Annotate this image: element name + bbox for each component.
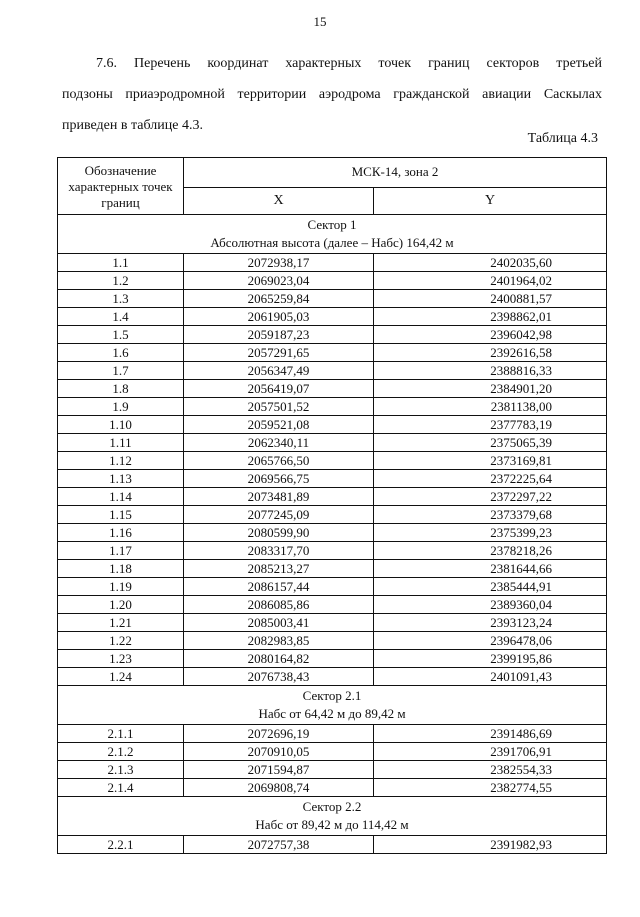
point-id-cell: 1.7 (58, 362, 184, 380)
table-row (58, 743, 607, 761)
intro-paragraph (62, 48, 602, 141)
point-id-cell: 1.15 (58, 506, 184, 524)
y-coordinate-cell: 2401091,43 (374, 668, 607, 686)
table-row (58, 761, 607, 779)
paragraph-line-1: 7.6. Перечень координат характерных точек границ секторов третьей (96, 56, 602, 71)
point-id-cell: 2.1.2 (58, 743, 184, 761)
table-row (58, 524, 607, 542)
table-row (58, 488, 607, 506)
point-id-cell: 1.18 (58, 560, 184, 578)
x-coordinate-cell: 2085003,41 (184, 614, 374, 632)
x-coordinate-cell: 2069023,04 (184, 272, 374, 290)
table-row (58, 668, 607, 686)
y-coordinate-cell: 2378218,26 (374, 542, 607, 560)
point-id-cell: 2.1.3 (58, 761, 184, 779)
header-point-designation: Обозначение характерных точек границ (58, 158, 184, 215)
x-coordinate-cell: 2082983,85 (184, 632, 374, 650)
point-id-cell: 1.12 (58, 452, 184, 470)
x-coordinate-cell: 2086085,86 (184, 596, 374, 614)
point-id-cell: 1.19 (58, 578, 184, 596)
x-coordinate-cell: 2071594,87 (184, 761, 374, 779)
table-row (58, 596, 607, 614)
x-coordinate-cell: 2070910,05 (184, 743, 374, 761)
x-coordinate-cell: 2056419,07 (184, 380, 374, 398)
table-row (58, 416, 607, 434)
point-id-cell: 1.8 (58, 380, 184, 398)
point-id-cell: 1.11 (58, 434, 184, 452)
table-row (58, 272, 607, 290)
section-header (58, 797, 607, 836)
section-header-row (58, 686, 607, 725)
x-coordinate-cell: 2086157,44 (184, 578, 374, 596)
y-coordinate-cell: 2400881,57 (374, 290, 607, 308)
y-coordinate-cell: 2373169,81 (374, 452, 607, 470)
table-body (58, 215, 607, 854)
y-coordinate-cell: 2393123,24 (374, 614, 607, 632)
x-coordinate-cell: 2065259,84 (184, 290, 374, 308)
y-coordinate-cell: 2402035,60 (374, 254, 607, 272)
point-id-cell: 1.1 (58, 254, 184, 272)
point-id-cell: 1.17 (58, 542, 184, 560)
y-coordinate-cell: 2381138,00 (374, 398, 607, 416)
point-id-cell: 1.22 (58, 632, 184, 650)
point-id-cell: 1.9 (58, 398, 184, 416)
header-coordinate-system: МСК-14, зона 2 (184, 158, 607, 188)
header-y: Y (374, 187, 607, 214)
y-coordinate-cell: 2381644,66 (374, 560, 607, 578)
y-coordinate-cell: 2401964,02 (374, 272, 607, 290)
y-coordinate-cell: 2372225,64 (374, 470, 607, 488)
x-coordinate-cell: 2077245,09 (184, 506, 374, 524)
point-id-cell: 1.3 (58, 290, 184, 308)
y-coordinate-cell: 2375065,39 (374, 434, 607, 452)
x-coordinate-cell: 2057291,65 (184, 344, 374, 362)
point-id-cell: 1.5 (58, 326, 184, 344)
table-row (58, 362, 607, 380)
y-coordinate-cell: 2375399,23 (374, 524, 607, 542)
y-coordinate-cell: 2372297,22 (374, 488, 607, 506)
table-row (58, 344, 607, 362)
point-id-cell: 1.14 (58, 488, 184, 506)
table-row (58, 254, 607, 272)
x-coordinate-cell: 2069808,74 (184, 779, 374, 797)
y-coordinate-cell: 2392616,58 (374, 344, 607, 362)
x-coordinate-cell: 2072696,19 (184, 725, 374, 743)
point-id-cell: 1.6 (58, 344, 184, 362)
x-coordinate-cell: 2072757,38 (184, 836, 374, 854)
point-id-cell: 1.24 (58, 668, 184, 686)
table-row (58, 398, 607, 416)
y-coordinate-cell: 2399195,86 (374, 650, 607, 668)
x-coordinate-cell: 2076738,43 (184, 668, 374, 686)
x-coordinate-cell: 2072938,17 (184, 254, 374, 272)
section-subtitle: Набс от 89,42 м до 114,42 м (255, 817, 409, 832)
section-title: Сектор 2.1 (302, 688, 362, 703)
table-row (58, 542, 607, 560)
section-subtitle: Набс от 64,42 м до 89,42 м (258, 706, 406, 721)
table-row (58, 290, 607, 308)
table-row (58, 578, 607, 596)
x-coordinate-cell: 2069566,75 (184, 470, 374, 488)
y-coordinate-cell: 2384901,20 (374, 380, 607, 398)
table-row (58, 614, 607, 632)
table-row (58, 725, 607, 743)
page-number: 15 (313, 14, 327, 29)
table-row (58, 632, 607, 650)
table-row (58, 326, 607, 344)
y-coordinate-cell: 2385444,91 (374, 578, 607, 596)
table-row (58, 434, 607, 452)
point-id-cell: 1.16 (58, 524, 184, 542)
section-title: Сектор 2.2 (302, 799, 362, 814)
table-row (58, 380, 607, 398)
point-id-cell: 2.1.1 (58, 725, 184, 743)
table-row (58, 452, 607, 470)
table-row (58, 470, 607, 488)
x-coordinate-cell: 2080599,90 (184, 524, 374, 542)
point-id-cell: 1.10 (58, 416, 184, 434)
x-coordinate-cell: 2065766,50 (184, 452, 374, 470)
table-row (58, 836, 607, 854)
section-header (58, 215, 607, 254)
table-row (58, 308, 607, 326)
x-coordinate-cell: 2057501,52 (184, 398, 374, 416)
y-coordinate-cell: 2373379,68 (374, 506, 607, 524)
x-coordinate-cell: 2083317,70 (184, 542, 374, 560)
y-coordinate-cell: 2391706,91 (374, 743, 607, 761)
section-subtitle: Абсолютная высота (далее – Набс) 164,42 м (210, 235, 454, 250)
x-coordinate-cell: 2073481,89 (184, 488, 374, 506)
point-id-cell: 1.2 (58, 272, 184, 290)
x-coordinate-cell: 2062340,11 (184, 434, 374, 452)
point-id-cell: 1.23 (58, 650, 184, 668)
point-id-cell: 1.21 (58, 614, 184, 632)
y-coordinate-cell: 2398862,01 (374, 308, 607, 326)
coordinates-table (57, 157, 607, 854)
section-header-row (58, 215, 607, 254)
y-coordinate-cell: 2391982,93 (374, 836, 607, 854)
x-coordinate-cell: 2059187,23 (184, 326, 374, 344)
point-id-cell: 2.1.4 (58, 779, 184, 797)
y-coordinate-cell: 2396478,06 (374, 632, 607, 650)
paragraph-line-2: подзоны приаэродромной территории аэродрома гражданской авиации Саскылах (62, 87, 602, 102)
section-header (58, 686, 607, 725)
x-coordinate-cell: 2056347,49 (184, 362, 374, 380)
y-coordinate-cell: 2382554,33 (374, 761, 607, 779)
y-coordinate-cell: 2391486,69 (374, 725, 607, 743)
section-header-row (58, 797, 607, 836)
x-coordinate-cell: 2080164,82 (184, 650, 374, 668)
y-coordinate-cell: 2382774,55 (374, 779, 607, 797)
x-coordinate-cell: 2059521,08 (184, 416, 374, 434)
y-coordinate-cell: 2377783,19 (374, 416, 607, 434)
table-caption: Таблица 4.3 (527, 131, 598, 146)
y-coordinate-cell: 2388816,33 (374, 362, 607, 380)
table-row (58, 506, 607, 524)
point-id-cell: 1.13 (58, 470, 184, 488)
y-coordinate-cell: 2396042,98 (374, 326, 607, 344)
y-coordinate-cell: 2389360,04 (374, 596, 607, 614)
paragraph-line-3: приведен в таблице 4.3. (62, 118, 203, 133)
point-id-cell: 2.2.1 (58, 836, 184, 854)
point-id-cell: 1.20 (58, 596, 184, 614)
x-coordinate-cell: 2061905,03 (184, 308, 374, 326)
section-title: Сектор 1 (307, 217, 357, 232)
header-x: X (184, 187, 374, 214)
table-row (58, 650, 607, 668)
table-row (58, 779, 607, 797)
x-coordinate-cell: 2085213,27 (184, 560, 374, 578)
point-id-cell: 1.4 (58, 308, 184, 326)
table-row (58, 560, 607, 578)
